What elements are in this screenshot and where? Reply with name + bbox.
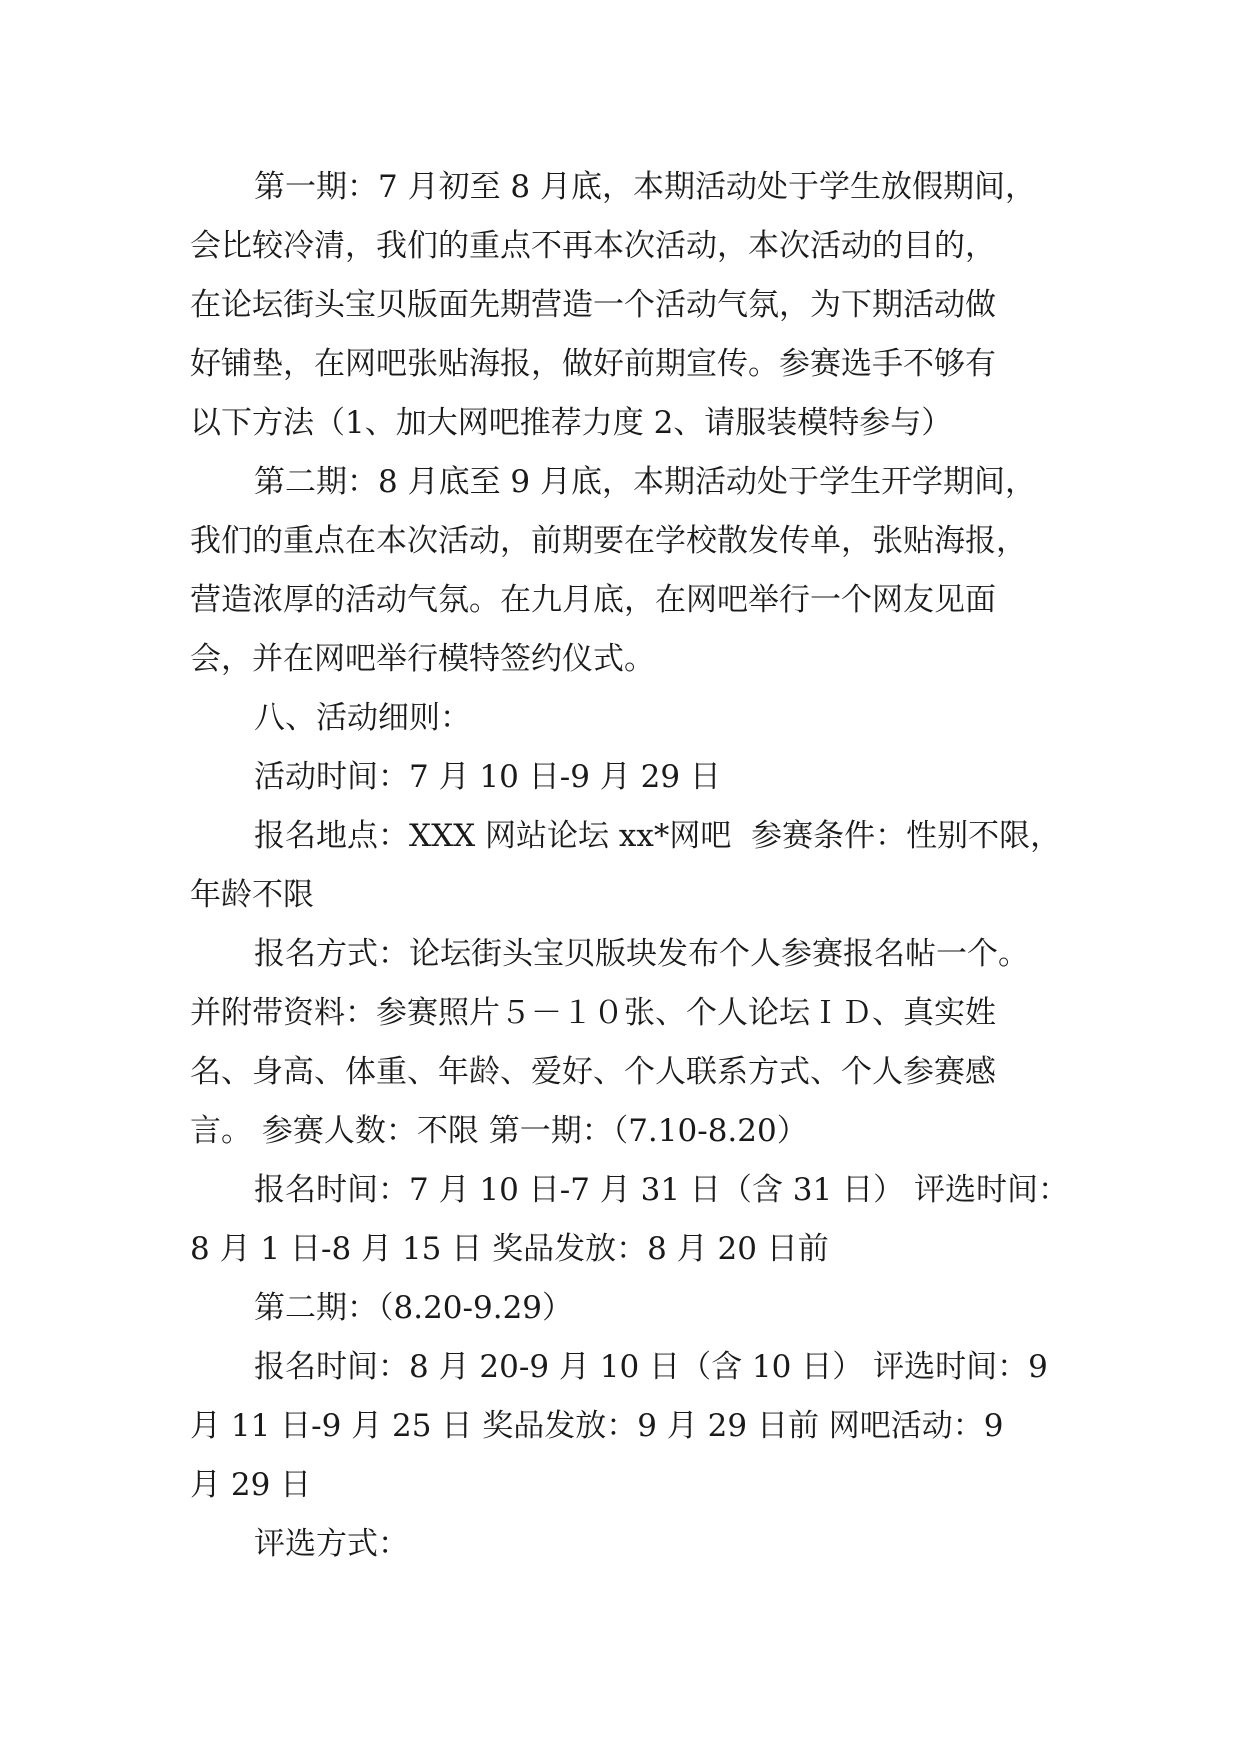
text-line: 以下方法（1、加大网吧推荐力度 2、请服装模特参与） — [190, 405, 953, 441]
text-line: 第二期：8 月底至 9 月底，本期活动处于学生开学期间， — [254, 464, 1037, 500]
text-line: 报名时间：7 月 10 日-7 月 31 日（含 31 日） 评选时间： — [254, 1172, 1069, 1208]
text-line: 报名方式：论坛街头宝贝版块发布个人参赛报名帖一个。 — [254, 936, 1029, 972]
text-line: 报名时间：8 月 20-9 月 10 日（含 10 日） 评选时间：9 — [254, 1349, 1048, 1385]
text-line: 我们的重点在本次活动，前期要在学校散发传单，张贴海报， — [190, 523, 1027, 559]
document-body — [190, 158, 1070, 1574]
text-line: 会，并在网吧举行模特签约仪式。 — [190, 641, 655, 677]
text-line: 言。 参赛人数：不限 第一期：（7.10-8.20） — [190, 1113, 808, 1149]
text-line: 在论坛街头宝贝版面先期营造一个活动气氛，为下期活动做 — [190, 287, 996, 323]
text-line: 8 月 1 日-8 月 15 日 奖品发放：8 月 20 日前 — [190, 1231, 829, 1267]
text-line: 活动时间：7 月 10 日-9 月 29 日 — [254, 759, 721, 795]
text-line: 名、身高、体重、年龄、爱好、个人联系方式、个人参赛感 — [190, 1054, 996, 1090]
section-heading: 八、活动细则： — [254, 700, 471, 736]
text-line: 报名地点：XXX 网站论坛 xx*网吧 参赛条件：性别不限， — [254, 818, 1062, 854]
text-line: 第二期：（8.20-9.29） — [254, 1290, 574, 1326]
text-line: 月 11 日-9 月 25 日 奖品发放：9 月 29 日前 网吧活动：9 — [190, 1408, 1004, 1444]
text-line: 评选方式： — [254, 1526, 409, 1562]
text-line: 年龄不限 — [190, 877, 314, 913]
text-line: 第一期：7 月初至 8 月底，本期活动处于学生放假期间， — [254, 169, 1037, 205]
text-line: 好铺垫，在网吧张贴海报，做好前期宣传。参赛选手不够有 — [190, 346, 996, 382]
text-line: 并附带资料：参赛照片５－１０张、个人论坛ＩＤ、真实姓 — [190, 995, 996, 1031]
text-line: 会比较冷清，我们的重点不再本次活动，本次活动的目的， — [190, 228, 996, 264]
text-line: 营造浓厚的活动气氛。在九月底，在网吧举行一个网友见面 — [190, 582, 996, 618]
text-line: 月 29 日 — [190, 1467, 312, 1503]
